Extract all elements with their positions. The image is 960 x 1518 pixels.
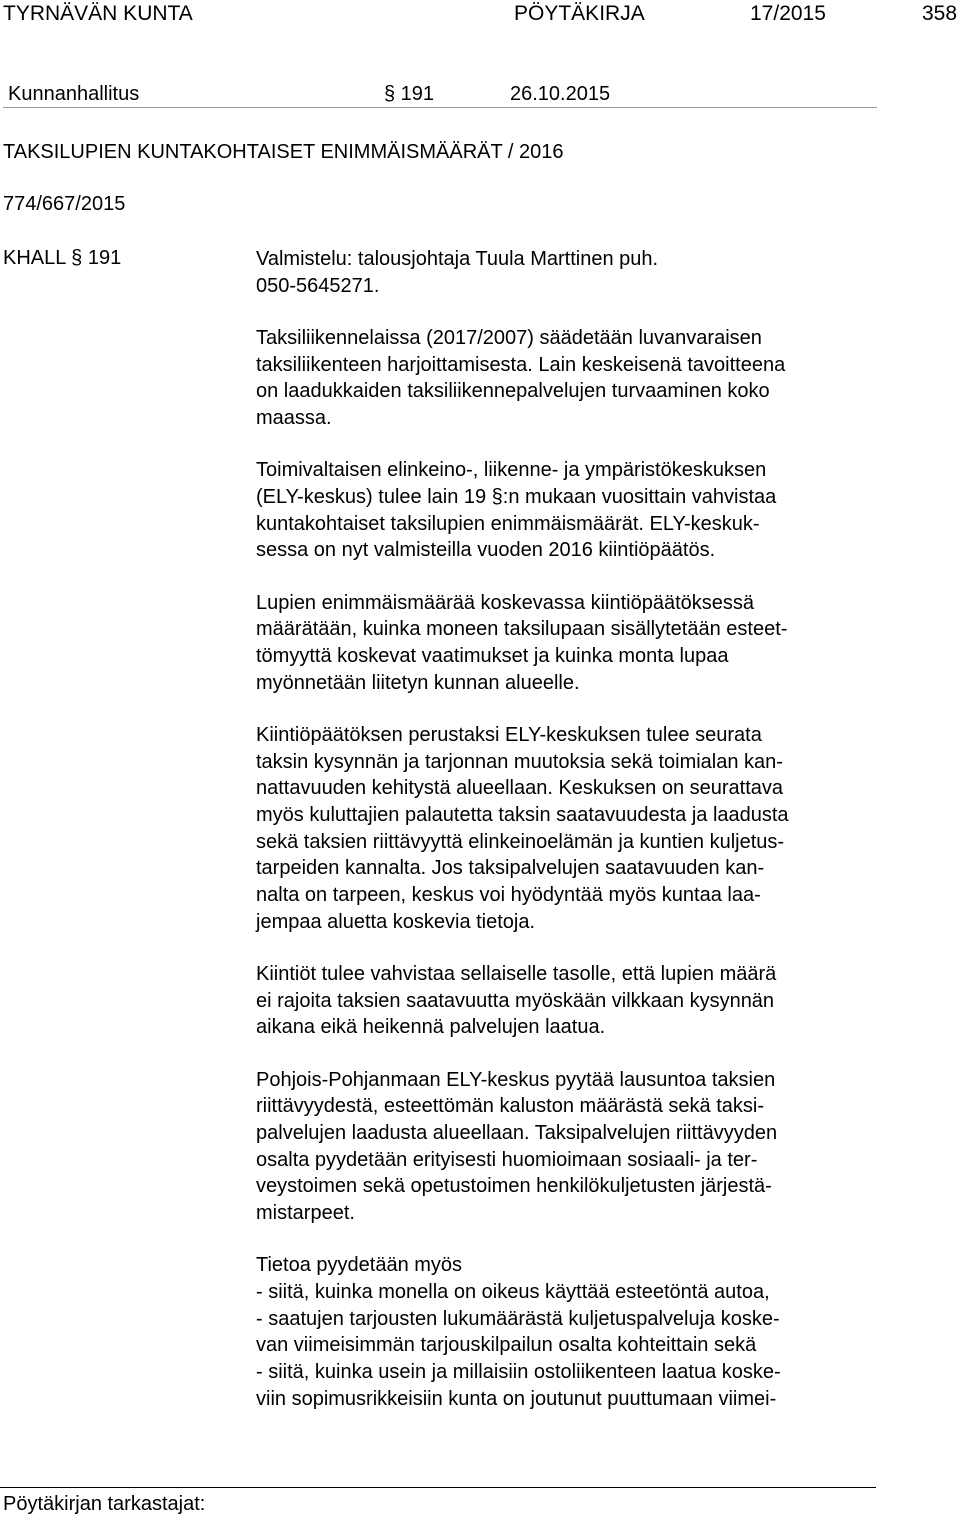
section-label: KHALL § 191 — [3, 247, 122, 269]
footer-rule — [0, 1487, 876, 1488]
paragraph: Toimivaltaisen elinkeino-, liikenne- ja ympäristökeskuksen (ELY-keskus) tulee lain 19 §:n mukaan vuosittain vahvistaa kuntakohtaiset taksilupien enimmäismäärät. ELY-keskuk- sessa on nyt valmisteilla vuoden 2016 kiintiöpäätös. — [256, 459, 777, 562]
document-title: TAKSILUPIEN KUNTAKOHTAISET ENIMMÄISMÄÄRÄT / 2016 — [3, 141, 564, 163]
footer-label: Pöytäkirjan tarkastajat: — [3, 1493, 206, 1515]
paragraph: Kiintiöpäätöksen perustaksi ELY-keskuksen tulee seurata taksin kysynnän ja tarjonnan muutoksia sekä toimialan kan- nattavuuden kehitystä alueellaan. Keskuksen on seurattava myös kuluttajien palautetta taksin saatavuudesta ja laadusta sekä taksien riittävyyttä elinkeinoelämän ja kuntien kuljetus- tarpeiden kannalta. Jos taksipalvelujen saatavuuden kan- nalta on tarpeen, keskus voi hyödyntää myös kuntaa laa- jempaa aluetta koskevia tietoja. — [256, 723, 789, 933]
meeting-body: Kunnanhallitus — [8, 83, 140, 105]
page-number: 358 — [922, 2, 958, 25]
paragraph: Valmistelu: talousjohtaja Tuula Marttinen puh. 050-5645271. — [256, 248, 659, 297]
paragraph: Tietoa pyydetään myös - siitä, kuinka monella on oikeus käyttää esteetöntä autoa, - saatujen tarjousten lukumäärästä kuljetuspalveluja koske- van viimeisimmän tarjouskilpailun osalta kohteittain sekä - siitä, kuinka usein ja millaisiin ostoliikenteen laatua koske- viin sopimusrikkeisiin kunta on joutunut puuttumaan viimei- — [256, 1254, 781, 1410]
municipality-name: TYRNÄVÄN KUNTA — [3, 2, 193, 25]
meeting-section: § 191 — [384, 83, 435, 105]
document-number: 17/2015 — [750, 2, 826, 25]
record-number: 774/667/2015 — [3, 193, 126, 215]
paragraph: Kiintiöt tulee vahvistaa sellaiselle tasolle, että lupien määrä ei rajoita taksien saatavuutta myöskään vilkkaan kysynnän aikana eikä heikennä palvelujen laatua. — [256, 962, 777, 1039]
header-rule — [3, 107, 877, 108]
meeting-date: 26.10.2015 — [510, 83, 611, 105]
body-text — [256, 246, 946, 1438]
paragraph: Pohjois-Pohjanmaan ELY-keskus pyytää lausuntoa taksien riittävyydestä, esteettömän kaluston määrästä sekä taksi- palvelujen laadusta alueellaan. Taksipalvelujen riittävyyden osalta pyydetään erityisesti huomioimaan sosiaali- ja ter- veystoimen sekä opetustoimen henkilökuljetusten järjestä- mistarpeet. — [256, 1068, 778, 1225]
paragraph: Lupien enimmäismäärää koskevassa kiintiöpäätöksessä määrätään, kuinka moneen taksilupaan sisällytetään esteet- tömyyttä koskevat vaatimukset ja kuinka monta lupaa myönnetään liitetyn kunnan alueelle. — [256, 591, 788, 694]
paragraph: Taksiliikennelaissa (2017/2007) säädetään luvanvaraisen taksiliikenteen harjoittamisesta. Lain keskeisenä tavoitteena on laadukkaiden taksiliikennepalvelujen turvaaminen koko maassa. — [256, 326, 786, 430]
document-type: PÖYTÄKIRJA — [514, 2, 645, 25]
